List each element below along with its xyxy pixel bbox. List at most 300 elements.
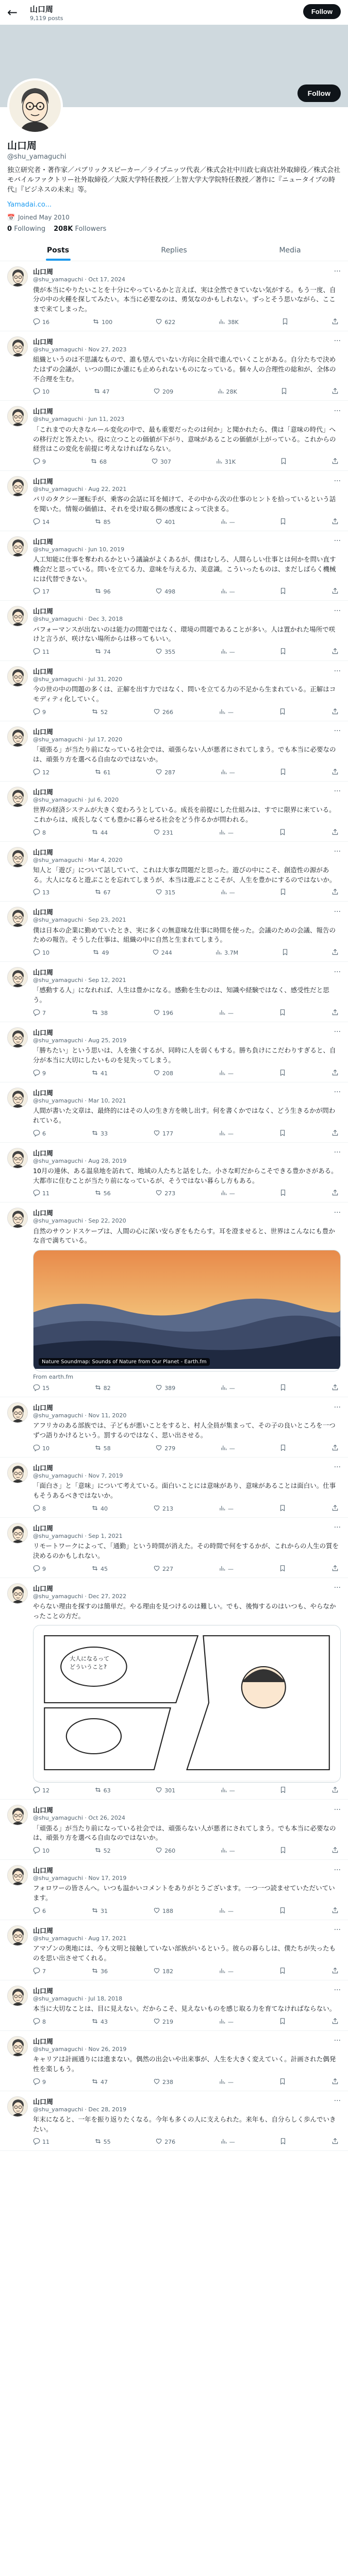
repost-button[interactable]: [92, 948, 109, 957]
post-handle-date[interactable]: @shu_yamaguchi · Dec 27, 2022: [33, 1592, 127, 1600]
views-button[interactable]: [216, 457, 236, 466]
post-item[interactable]: [0, 1082, 348, 1143]
views-button[interactable]: [219, 708, 234, 717]
post-handle-date[interactable]: @shu_yamaguchi · Sep 12, 2021: [33, 977, 126, 984]
post-handle-date[interactable]: @shu_yamaguchi · Aug 17, 2021: [33, 1935, 127, 1942]
post-author-name[interactable]: 山口周: [33, 849, 54, 857]
reply-button[interactable]: [33, 2078, 46, 2087]
views-button[interactable]: [220, 888, 235, 897]
like-button[interactable]: [155, 648, 175, 656]
repost-button[interactable]: [94, 518, 111, 527]
repost-button[interactable]: [91, 828, 108, 837]
post-handle-date[interactable]: @shu_yamaguchi · Sep 22, 2020: [33, 1217, 126, 1225]
share-button[interactable]: [332, 1444, 339, 1453]
bookmark-button[interactable]: [279, 1565, 286, 1573]
like-button[interactable]: [153, 2018, 173, 2026]
post-handle-date[interactable]: @shu_yamaguchi · Mar 4, 2020: [33, 856, 123, 863]
more-icon[interactable]: ···: [334, 848, 341, 856]
more-icon[interactable]: ···: [334, 1028, 341, 1037]
back-arrow-icon[interactable]: ←: [7, 5, 18, 20]
post-item[interactable]: [0, 2091, 348, 2151]
post-body: [33, 907, 341, 957]
follow-button[interactable]: Follow: [297, 84, 341, 102]
share-button[interactable]: [332, 1786, 339, 1795]
post-author-name[interactable]: 山口周: [33, 1089, 54, 1097]
post-author-name[interactable]: 山口周: [33, 268, 54, 277]
share-button[interactable]: [332, 2138, 339, 2146]
share-button[interactable]: [332, 1846, 339, 1855]
post-item[interactable]: [0, 1518, 348, 1578]
more-icon[interactable]: ···: [334, 968, 341, 976]
post-avatar[interactable]: [7, 336, 28, 357]
bookmark-button[interactable]: [279, 768, 287, 777]
views-button[interactable]: [219, 1565, 234, 1573]
views-button[interactable]: [219, 1129, 234, 1138]
more-icon[interactable]: ···: [334, 537, 341, 546]
like-button[interactable]: [155, 1444, 175, 1453]
post-author-name[interactable]: 山口周: [33, 1987, 54, 1995]
post-avatar[interactable]: [7, 406, 28, 427]
post-handle-date[interactable]: @shu_yamaguchi · Nov 7, 2019: [33, 1472, 123, 1479]
more-icon[interactable]: ···: [334, 2097, 341, 2106]
post-handle-date[interactable]: @shu_yamaguchi · Dec 28, 2019: [33, 2106, 127, 2113]
post-author-name[interactable]: 山口周: [33, 538, 54, 546]
like-button[interactable]: [153, 1009, 173, 1018]
more-icon[interactable]: ···: [334, 1584, 341, 1592]
like-button[interactable]: [155, 888, 175, 897]
post-author-name[interactable]: 山口周: [33, 1807, 54, 1815]
repost-button[interactable]: [94, 2138, 111, 2146]
post-avatar[interactable]: [7, 536, 28, 557]
more-icon[interactable]: ···: [334, 787, 341, 796]
like-button[interactable]: [155, 587, 175, 596]
post-handle-date[interactable]: @shu_yamaguchi · Aug 25, 2019: [33, 1037, 127, 1044]
views-button[interactable]: [220, 2138, 235, 2146]
like-button[interactable]: [153, 1504, 173, 1513]
post-avatar[interactable]: [7, 1986, 28, 2006]
share-button[interactable]: [332, 888, 339, 897]
views-button[interactable]: [220, 1444, 235, 1453]
views-button[interactable]: [217, 387, 237, 396]
more-icon[interactable]: ···: [334, 1523, 341, 1532]
post-handle-date[interactable]: @shu_yamaguchi · Nov 17, 2019: [33, 1875, 127, 1882]
post-author-name[interactable]: 山口周: [33, 1585, 54, 1593]
post-handle-date[interactable]: @shu_yamaguchi · Jun 11, 2023: [33, 416, 125, 423]
post-item[interactable]: [0, 721, 348, 782]
avatar[interactable]: [7, 78, 63, 134]
views-button[interactable]: [215, 948, 238, 957]
repost-button[interactable]: [94, 587, 111, 596]
more-icon[interactable]: ···: [334, 1986, 341, 1995]
post-item[interactable]: [0, 661, 348, 721]
repost-button[interactable]: [94, 888, 111, 897]
reply-button[interactable]: [33, 2018, 46, 2026]
like-button[interactable]: [155, 318, 175, 327]
like-button[interactable]: [152, 948, 172, 957]
post-item[interactable]: [0, 2031, 348, 2091]
post-avatar[interactable]: [7, 606, 28, 626]
bookmark-button[interactable]: [279, 1129, 286, 1138]
like-button[interactable]: [155, 1786, 175, 1795]
follow-button-top[interactable]: Follow: [303, 4, 341, 19]
post-author-name[interactable]: 山口周: [33, 909, 54, 917]
followers-stat[interactable]: [54, 225, 106, 233]
post-author-name[interactable]: 山口周: [33, 1927, 54, 1935]
views-button[interactable]: [219, 1009, 234, 1018]
more-icon[interactable]: ···: [334, 1403, 341, 1412]
bookmark-button[interactable]: [279, 828, 286, 837]
share-button[interactable]: [332, 1907, 339, 1916]
views-button[interactable]: [220, 768, 235, 777]
post-avatar[interactable]: [7, 1027, 28, 1048]
bookmark-button[interactable]: [279, 1189, 287, 1198]
post-handle-date[interactable]: @shu_yamaguchi · Nov 11, 2020: [33, 1412, 127, 1419]
like-button[interactable]: [151, 457, 171, 466]
bookmark-button[interactable]: [279, 2138, 287, 2146]
post-author-name[interactable]: 山口周: [33, 1464, 54, 1472]
post-handle-date[interactable]: @shu_yamaguchi · Oct 17, 2024: [33, 276, 125, 283]
views-button[interactable]: [219, 1907, 234, 1916]
tab-media[interactable]: Media: [279, 246, 301, 255]
reply-button[interactable]: [33, 1786, 49, 1795]
link-card-source[interactable]: From earth.fm: [33, 1374, 74, 1381]
more-icon[interactable]: ···: [334, 267, 341, 276]
reply-button[interactable]: [33, 1565, 46, 1573]
share-button[interactable]: [332, 1565, 339, 1573]
reply-button[interactable]: [33, 648, 49, 656]
profile-link[interactable]: Yamadai.co...: [7, 200, 52, 209]
post-handle-date[interactable]: @shu_yamaguchi · Jul 18, 2018: [33, 1995, 123, 2002]
share-button[interactable]: [332, 828, 339, 837]
post-avatar[interactable]: [7, 266, 28, 287]
bookmark-button[interactable]: [280, 387, 288, 396]
post-handle-date[interactable]: @shu_yamaguchi · Sep 23, 2021: [33, 917, 126, 924]
bookmark-button[interactable]: [279, 1009, 286, 1018]
like-button[interactable]: [155, 1384, 175, 1393]
bookmark-button[interactable]: [279, 1786, 287, 1795]
more-icon[interactable]: ···: [334, 1463, 341, 1472]
post-item[interactable]: [0, 842, 348, 902]
views-button[interactable]: [219, 1069, 234, 1078]
views-button[interactable]: [219, 1967, 234, 1976]
share-button[interactable]: [332, 1967, 339, 1976]
link-card[interactable]: [33, 1250, 341, 1371]
reply-button[interactable]: [33, 457, 46, 466]
reply-button[interactable]: [33, 1189, 49, 1198]
post-handle-date[interactable]: @shu_yamaguchi · Jun 10, 2019: [33, 546, 125, 553]
post-handle-date[interactable]: @shu_yamaguchi · Dec 3, 2018: [33, 616, 123, 623]
share-button[interactable]: [332, 2018, 339, 2026]
more-icon[interactable]: ···: [334, 907, 341, 916]
post-handle-date[interactable]: @shu_yamaguchi · Jul 17, 2020: [33, 736, 123, 743]
more-icon[interactable]: ···: [334, 1805, 341, 1814]
post-handle-date[interactable]: @shu_yamaguchi · Oct 26, 2024: [33, 1815, 125, 1822]
bookmark-button[interactable]: [279, 2018, 286, 2026]
post-handle-date[interactable]: @shu_yamaguchi · Aug 22, 2021: [33, 486, 127, 493]
bookmark-button[interactable]: [281, 948, 289, 957]
more-icon[interactable]: ···: [334, 1926, 341, 1935]
repost-button[interactable]: [94, 768, 111, 777]
reply-button[interactable]: [33, 1129, 46, 1138]
post-avatar[interactable]: [7, 1523, 28, 1544]
post-author-name[interactable]: 山口周: [33, 1524, 54, 1533]
share-button[interactable]: [332, 1009, 339, 1018]
views-button[interactable]: [220, 518, 235, 527]
views-button[interactable]: [219, 2078, 234, 2087]
views-button[interactable]: [220, 1846, 235, 1855]
post-author-name[interactable]: 山口周: [33, 478, 54, 486]
like-button[interactable]: [153, 1069, 173, 1078]
reply-button[interactable]: [33, 1009, 46, 1018]
views-button[interactable]: [220, 587, 235, 596]
reply-button[interactable]: [33, 1907, 46, 1916]
post-handle-date[interactable]: @shu_yamaguchi · Mar 10, 2021: [33, 1097, 126, 1104]
post-avatar[interactable]: [7, 2036, 28, 2057]
more-icon[interactable]: ···: [334, 727, 341, 736]
like-button[interactable]: [155, 1189, 175, 1198]
repost-button[interactable]: [94, 648, 111, 656]
post-avatar[interactable]: [7, 1088, 28, 1108]
like-button[interactable]: [153, 387, 173, 396]
post-author-name[interactable]: 山口周: [33, 1867, 54, 1875]
post-handle-date[interactable]: @shu_yamaguchi · Aug 28, 2019: [33, 1157, 127, 1164]
repost-button[interactable]: [91, 708, 108, 717]
like-button[interactable]: [153, 2078, 173, 2087]
share-button[interactable]: [332, 518, 339, 527]
post-item[interactable]: [0, 531, 348, 601]
share-button[interactable]: [332, 648, 339, 656]
bookmark-button[interactable]: [280, 457, 287, 466]
post-author-name[interactable]: 山口周: [33, 2038, 54, 2046]
following-stat[interactable]: [7, 225, 45, 233]
repost-button[interactable]: [91, 1504, 108, 1513]
post-avatar[interactable]: [7, 787, 28, 807]
post-item[interactable]: [0, 401, 348, 471]
share-button[interactable]: [332, 457, 339, 466]
more-icon[interactable]: ···: [334, 2037, 341, 2045]
post-item[interactable]: [0, 261, 348, 331]
reply-button[interactable]: [33, 2138, 49, 2146]
post-item[interactable]: [0, 1022, 348, 1082]
post-author-name[interactable]: 山口周: [33, 1029, 54, 1037]
post-author-name[interactable]: 山口周: [33, 1404, 54, 1413]
post-avatar[interactable]: [7, 476, 28, 497]
like-button[interactable]: [155, 2138, 175, 2146]
post-item[interactable]: [0, 1800, 348, 1860]
post-item[interactable]: [0, 1143, 348, 1203]
post-avatar[interactable]: [7, 847, 28, 868]
reply-button[interactable]: [33, 1504, 46, 1513]
like-button[interactable]: [153, 708, 173, 717]
repost-button[interactable]: [91, 1907, 108, 1916]
bookmark-button[interactable]: [279, 587, 287, 596]
like-button[interactable]: [155, 1846, 175, 1855]
share-button[interactable]: [332, 708, 339, 717]
reply-button[interactable]: [33, 1444, 49, 1453]
more-icon[interactable]: ···: [334, 477, 341, 485]
share-button[interactable]: [332, 387, 339, 396]
post-handle-date[interactable]: @shu_yamaguchi · Jul 6, 2020: [33, 796, 119, 803]
post-item[interactable]: [0, 601, 348, 661]
post-item[interactable]: [0, 1397, 348, 1458]
like-button[interactable]: [155, 518, 175, 527]
share-button[interactable]: [332, 1504, 339, 1513]
views-button[interactable]: [220, 1786, 235, 1795]
bookmark-button[interactable]: [279, 1967, 286, 1976]
repost-button[interactable]: [91, 2078, 108, 2087]
more-icon[interactable]: ···: [334, 1148, 341, 1157]
post-item[interactable]: [0, 1860, 348, 1920]
views-button[interactable]: [219, 828, 234, 837]
manga-image[interactable]: [33, 1625, 341, 1783]
post-item[interactable]: [0, 1458, 348, 1518]
share-button[interactable]: [332, 948, 339, 957]
views-button[interactable]: [218, 318, 238, 327]
repost-button[interactable]: [94, 1846, 111, 1855]
more-icon[interactable]: ···: [334, 337, 341, 346]
reply-button[interactable]: [33, 948, 49, 957]
post-item[interactable]: [0, 1920, 348, 1980]
reply-button[interactable]: [33, 587, 49, 596]
repost-button[interactable]: [91, 2018, 108, 2026]
bookmark-button[interactable]: [281, 318, 289, 327]
reply-button[interactable]: [33, 318, 49, 327]
post-item[interactable]: [0, 471, 348, 531]
post-item[interactable]: [0, 1578, 348, 1800]
bookmark-button[interactable]: [279, 708, 286, 717]
bookmark-button[interactable]: [279, 1504, 286, 1513]
post-avatar[interactable]: [7, 907, 28, 927]
reply-button[interactable]: [33, 518, 49, 527]
repost-button[interactable]: [92, 318, 112, 327]
reply-button[interactable]: [33, 1384, 49, 1393]
views-button[interactable]: [220, 648, 235, 656]
bookmark-button[interactable]: [279, 2078, 286, 2087]
post-avatar[interactable]: [7, 1463, 28, 1483]
post-author-name[interactable]: 山口周: [33, 788, 54, 796]
repost-button[interactable]: [94, 1786, 111, 1795]
post-author-name[interactable]: 山口周: [33, 1210, 54, 1218]
share-button[interactable]: [332, 318, 339, 327]
reply-button[interactable]: [33, 828, 46, 837]
post-handle-date[interactable]: @shu_yamaguchi · Nov 26, 2019: [33, 2045, 127, 2053]
like-button[interactable]: [153, 1967, 173, 1976]
bookmark-button[interactable]: [279, 1069, 286, 1078]
post-handle-date[interactable]: @shu_yamaguchi · Sep 1, 2021: [33, 1532, 123, 1539]
post-avatar[interactable]: [7, 967, 28, 988]
post-author-name[interactable]: 山口周: [33, 668, 54, 676]
post-avatar[interactable]: [7, 726, 28, 747]
post-avatar[interactable]: [7, 1925, 28, 1946]
like-button[interactable]: [153, 1129, 173, 1138]
repost-button[interactable]: [94, 1189, 111, 1198]
reply-button[interactable]: [33, 768, 49, 777]
bookmark-button[interactable]: [279, 648, 287, 656]
tab-replies[interactable]: Replies: [161, 246, 187, 255]
post-avatar[interactable]: [7, 1148, 28, 1168]
repost-button[interactable]: [91, 1129, 108, 1138]
share-button[interactable]: [332, 587, 339, 596]
repost-button[interactable]: [91, 1009, 108, 1018]
share-button[interactable]: [332, 768, 339, 777]
like-button[interactable]: [153, 1907, 173, 1916]
post-handle-date[interactable]: @shu_yamaguchi · Jul 31, 2020: [33, 676, 123, 683]
repost-button[interactable]: [91, 1069, 108, 1078]
post-item[interactable]: [0, 1202, 348, 1397]
repost-button[interactable]: [93, 387, 110, 396]
post-author-name[interactable]: 山口周: [33, 408, 54, 416]
post-author-name[interactable]: 山口周: [33, 608, 54, 616]
bookmark-button[interactable]: [279, 518, 287, 527]
reply-button[interactable]: [33, 708, 46, 717]
post-item[interactable]: [0, 782, 348, 842]
like-button[interactable]: [155, 768, 175, 777]
bookmark-button[interactable]: [279, 888, 287, 897]
post-item[interactable]: [0, 331, 348, 401]
repost-button[interactable]: [91, 1967, 108, 1976]
reply-button[interactable]: [33, 387, 49, 396]
post-author-name[interactable]: 山口周: [33, 969, 54, 977]
share-button[interactable]: [332, 1129, 339, 1138]
repost-button[interactable]: [91, 1565, 108, 1573]
post-avatar[interactable]: [7, 1805, 28, 1825]
share-button[interactable]: [332, 1384, 339, 1393]
post-item[interactable]: [0, 1980, 348, 2031]
post-avatar[interactable]: [7, 666, 28, 687]
bookmark-button[interactable]: [279, 1907, 286, 1916]
bookmark-button[interactable]: [279, 1384, 287, 1393]
bookmark-button[interactable]: [279, 1444, 287, 1453]
post-item[interactable]: [0, 902, 348, 962]
more-icon[interactable]: ···: [334, 606, 341, 615]
post-author-name[interactable]: 山口周: [33, 1149, 54, 1158]
reply-button[interactable]: [33, 1846, 49, 1855]
reply-button[interactable]: [33, 888, 49, 897]
post-item[interactable]: [0, 962, 348, 1022]
post-author-name[interactable]: 山口周: [33, 338, 54, 346]
repost-button[interactable]: [94, 1444, 111, 1453]
share-button[interactable]: [332, 1069, 339, 1078]
post-avatar[interactable]: [7, 1865, 28, 1886]
more-icon[interactable]: ···: [334, 406, 341, 415]
views-button[interactable]: [219, 1504, 234, 1513]
more-icon[interactable]: ···: [334, 1088, 341, 1097]
views-button[interactable]: [219, 2018, 234, 2026]
post-avatar[interactable]: [7, 1583, 28, 1604]
tab-posts[interactable]: Posts: [0, 239, 116, 261]
like-button[interactable]: [153, 1565, 173, 1573]
reply-button[interactable]: [33, 1069, 46, 1078]
repost-button[interactable]: [90, 457, 107, 466]
views-button[interactable]: [220, 1189, 235, 1198]
post-author-name[interactable]: 山口周: [33, 728, 54, 736]
more-icon[interactable]: ···: [334, 1208, 341, 1217]
post-avatar[interactable]: [7, 1402, 28, 1423]
repost-button[interactable]: [94, 1384, 111, 1393]
more-icon[interactable]: ···: [334, 667, 341, 675]
post-avatar[interactable]: [7, 2096, 28, 2117]
more-icon[interactable]: ···: [334, 1866, 341, 1874]
post-handle-date[interactable]: @shu_yamaguchi · Nov 27, 2023: [33, 346, 127, 353]
views-button[interactable]: [220, 1384, 235, 1393]
post-avatar[interactable]: [7, 1208, 28, 1228]
like-button[interactable]: [153, 828, 173, 837]
bookmark-button[interactable]: [279, 1846, 287, 1855]
share-button[interactable]: [332, 1189, 339, 1198]
post-author-name[interactable]: 山口周: [33, 2098, 54, 2106]
share-button[interactable]: [332, 2078, 339, 2087]
reply-button[interactable]: [33, 1967, 46, 1976]
